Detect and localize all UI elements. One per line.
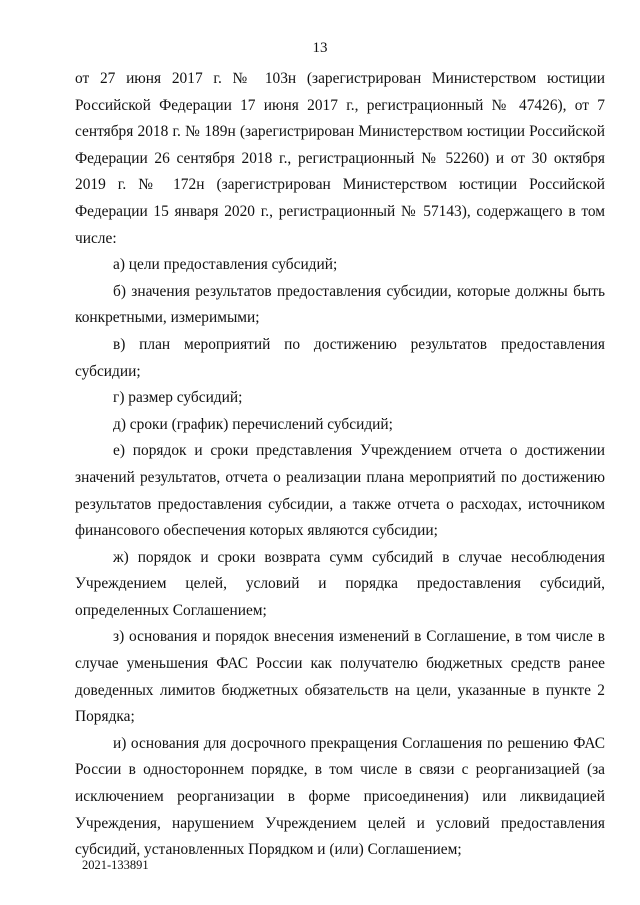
list-item-z: з) основания и порядок внесения изменений в Соглашение, в том числе в случае уменьшения ФАС России как получателю бюджетных средств ранее доведенных лимитов бюджетных обязательств на цели, указанные в пункте 2 Порядка; xyxy=(75,628,605,726)
list-item-v: в) план мероприятий по достижению результатов предоставления субсидии; xyxy=(75,335,605,380)
paragraph-continuation: от 27 июня 2017 г. № 103н (зарегистрирован Министерством юстиции Российской Федерации 17 июня 2017 г., регистрационный № 47426), от 7 сентября 2018 г. № 189н (зарегистрирован Министерством юстиции Российской Федерации 26 сентября 2018 г., регистрационный № 52260) и от 30 октября 2019 г. № 172н (зарегистрирован Министерством юстиции Российской Федерации 15 января 2020 г., регистрационный № 57143), содержащего в том числе: xyxy=(75,70,605,247)
list-item-e: е) порядок и сроки представления Учреждением отчета о достижении значений результатов, отчета о реализации плана мероприятий по достижению результатов предоставления субсидии, а также отчета о расходах, источником финансового обеспечения которых являются субсидии; xyxy=(75,442,605,540)
list-item-g: г) размер субсидий; xyxy=(113,389,243,407)
document-code: 2021-133891 xyxy=(82,858,149,872)
list-item-zh: ж) порядок и сроки возврата сумм субсидий в случае несоблюдения Учреждением целей, условий и порядка предоставления субсидий, определенных Соглашением; xyxy=(75,548,605,619)
list-item-d: д) сроки (график) перечислений субсидий; xyxy=(113,415,393,433)
document-body xyxy=(75,66,605,864)
list-item-b: б) значения результатов предоставления субсидии, которые должны быть конкретными, измеримыми; xyxy=(75,282,605,327)
list-item-i: и) основания для досрочного прекращения Соглашения по решению ФАС России в одностороннем порядке, в том числе в связи с реорганизацией (за исключением реорганизации в форме присоединения) или ликвидацией Учреждения, нарушением Учреждением целей и условий предоставления субсидий, установленных Порядком и (или) Соглашением; xyxy=(75,734,605,859)
list-item-a: а) цели предоставления субсидий; xyxy=(113,256,338,274)
page-number: 13 xyxy=(312,40,328,56)
